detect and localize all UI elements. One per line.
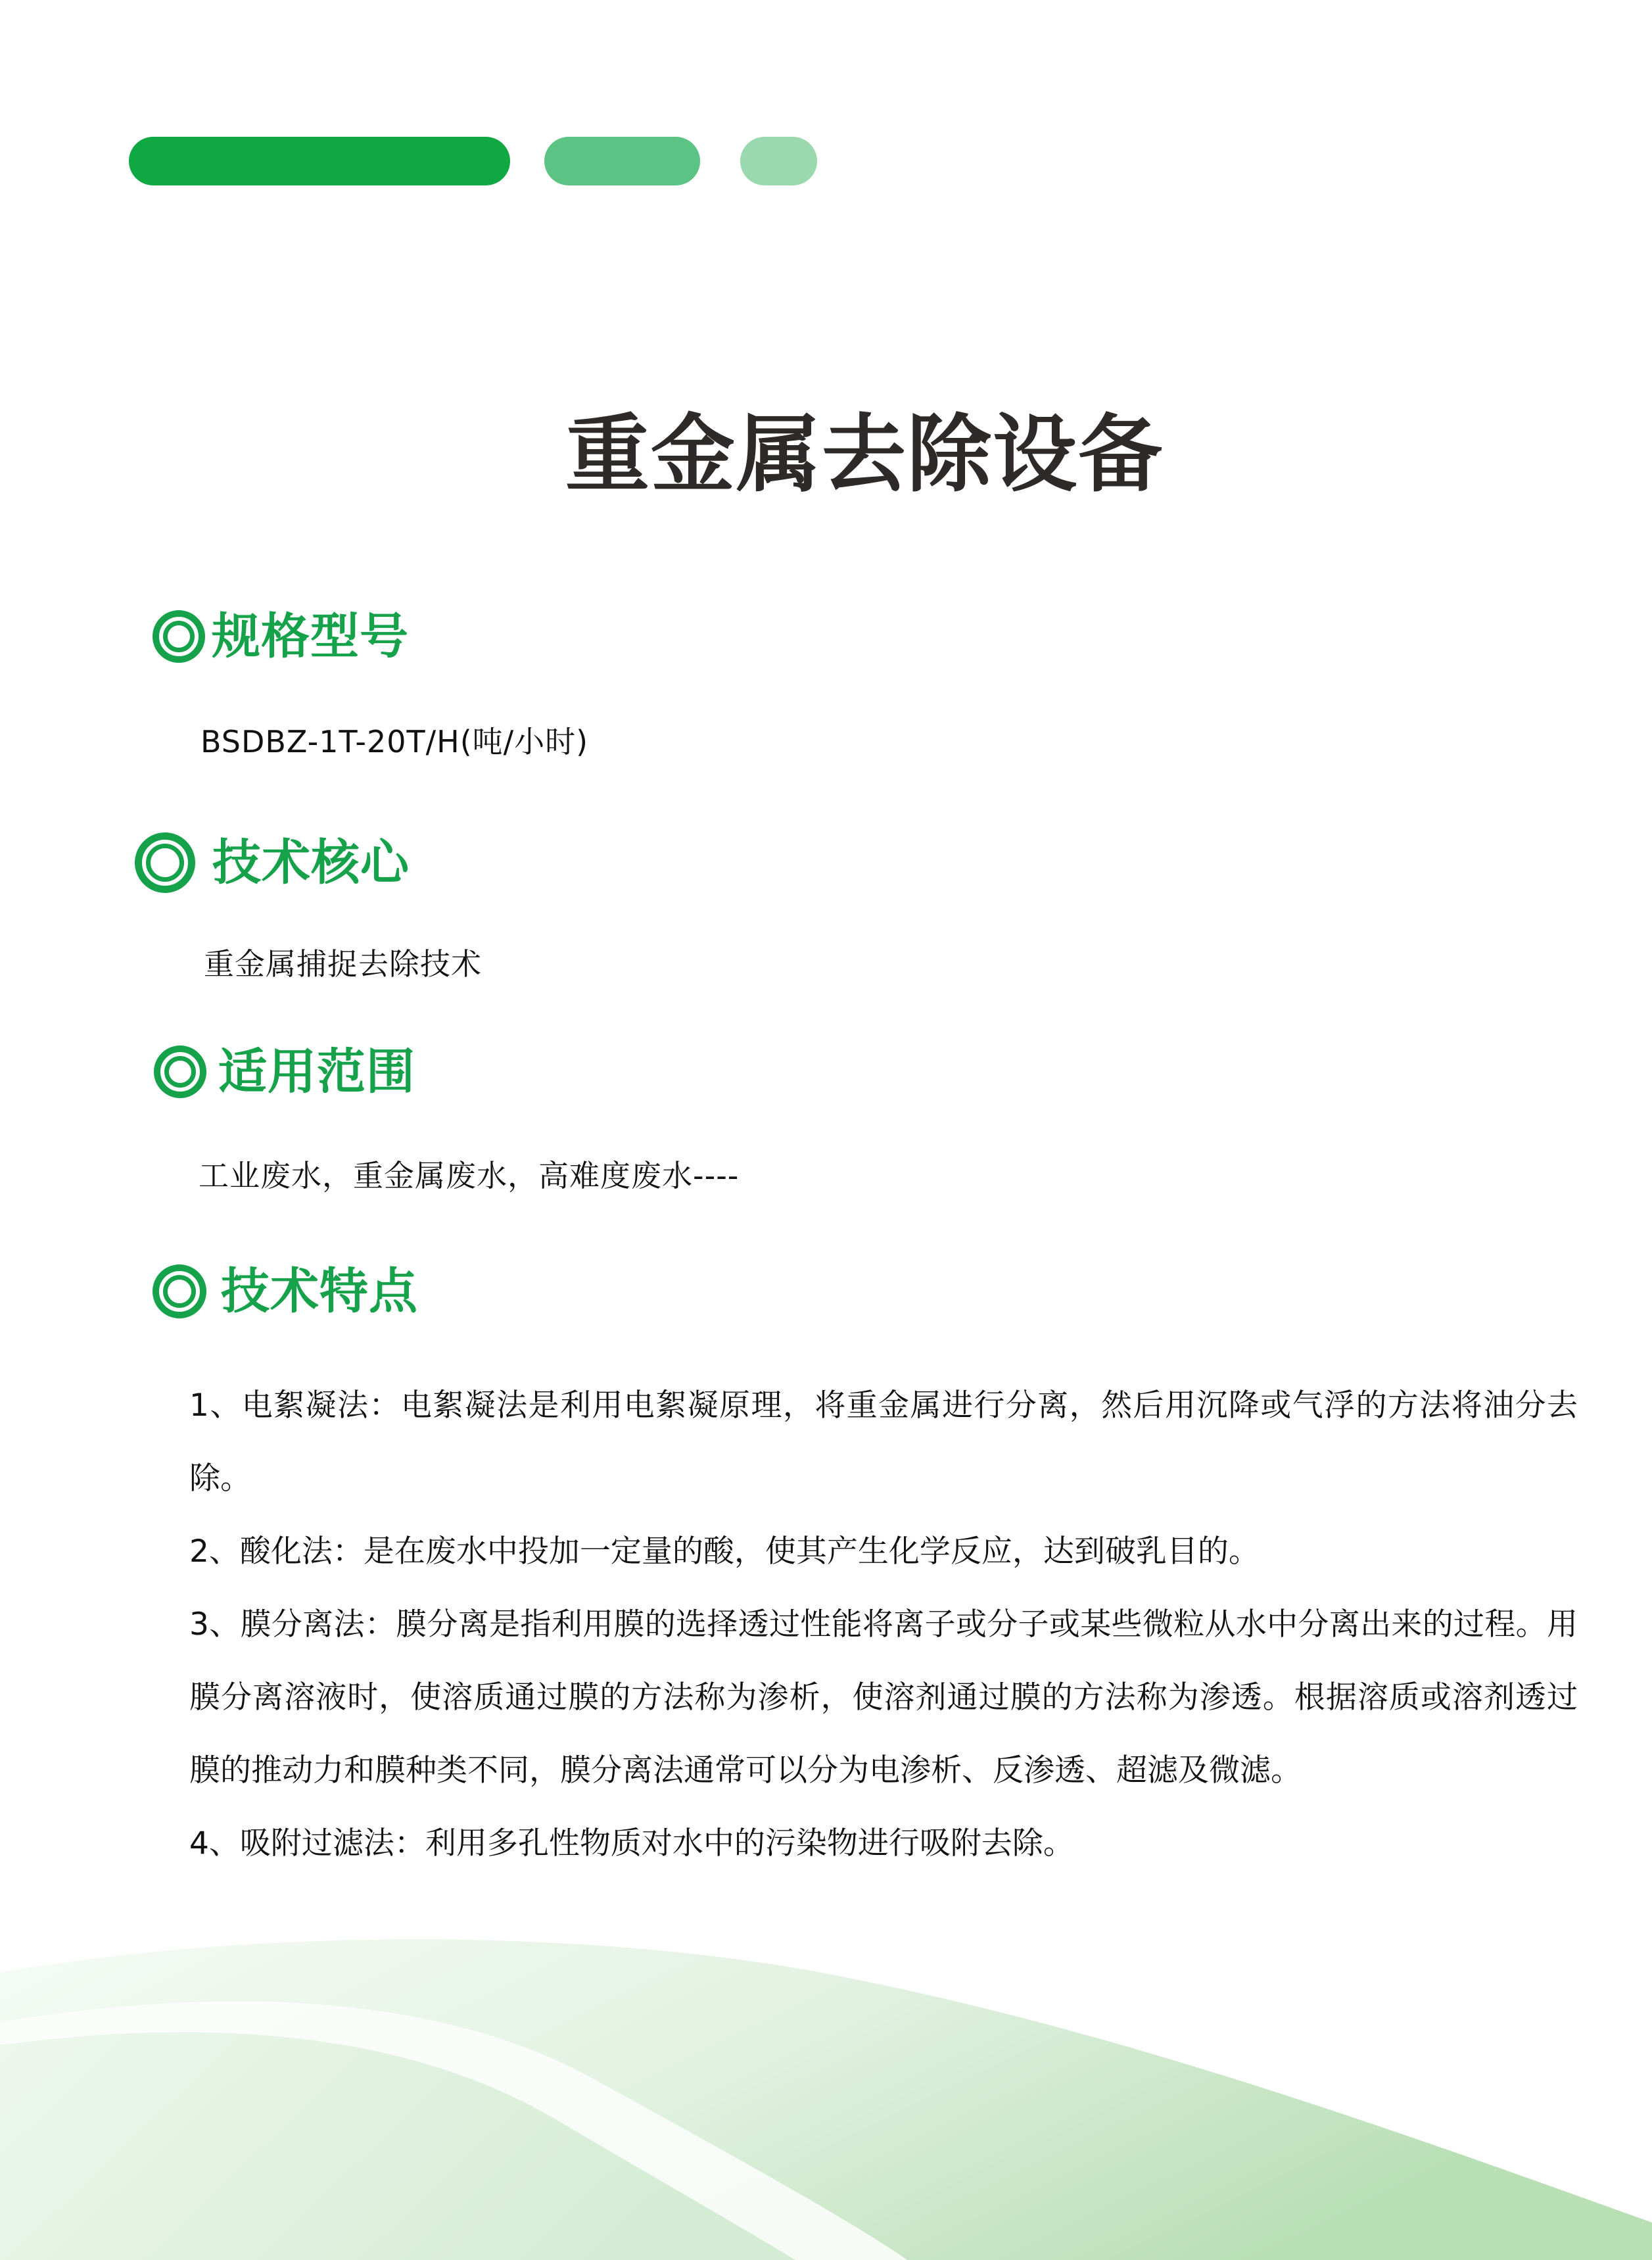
feature-list	[189, 1369, 1578, 1880]
section-heading-text: 规格型号	[212, 608, 409, 665]
double-circle-icon	[154, 1046, 206, 1098]
section-heading-text: 技术核心	[212, 834, 410, 891]
section-heading-core-tech	[135, 830, 410, 896]
feature-item-electrocoagulation: 1、电絮凝法：电絮凝法是利用电絮凝原理，将重金属进行分离，然后用沉降或气浮的方法将油分去除。	[189, 1387, 1578, 1497]
section-heading-features	[153, 1259, 418, 1324]
double-circle-icon	[135, 832, 195, 893]
page-title: 重金属去除设备	[565, 406, 1164, 504]
decor-bar-mid	[544, 137, 700, 185]
spec-model-value: BSDBZ-1T-20T/H(吨/小时)	[201, 724, 589, 759]
double-circle-icon	[153, 1264, 206, 1318]
feature-item-acidification: 2、酸化法：是在废水中投加一定量的酸，使其产生化学反应，达到破乳目的。	[189, 1533, 1260, 1570]
scope-value: 工业废水，重金属废水，高难度废水----	[199, 1158, 740, 1193]
decor-bar-light	[740, 137, 817, 185]
feature-item-adsorption-filtration: 4、吸附过滤法：利用多孔性物质对水中的污染物进行吸附去除。	[189, 1825, 1074, 1862]
double-circle-icon	[153, 610, 205, 663]
section-heading-text: 技术特点	[221, 1263, 418, 1320]
section-heading-scope	[154, 1039, 415, 1105]
decor-bar-dark	[129, 137, 510, 185]
feature-item-membrane-separation: 3、膜分离法：膜分离是指利用膜的选择透过性能将离子或分子或某些微粒从水中分离出来的过程。用膜分离溶液时，使溶质通过膜的方法称为渗析，使溶剂通过膜的方法称为渗透。根据溶质或溶剂透过膜的推动力和膜种类不同，膜分离法通常可以分为电渗析、反渗透、超滤及微滤。	[189, 1606, 1578, 1789]
section-heading-spec	[153, 604, 409, 669]
core-tech-value: 重金属捕捉去除技术	[204, 946, 482, 982]
section-heading-text: 适用范围	[218, 1044, 415, 1100]
